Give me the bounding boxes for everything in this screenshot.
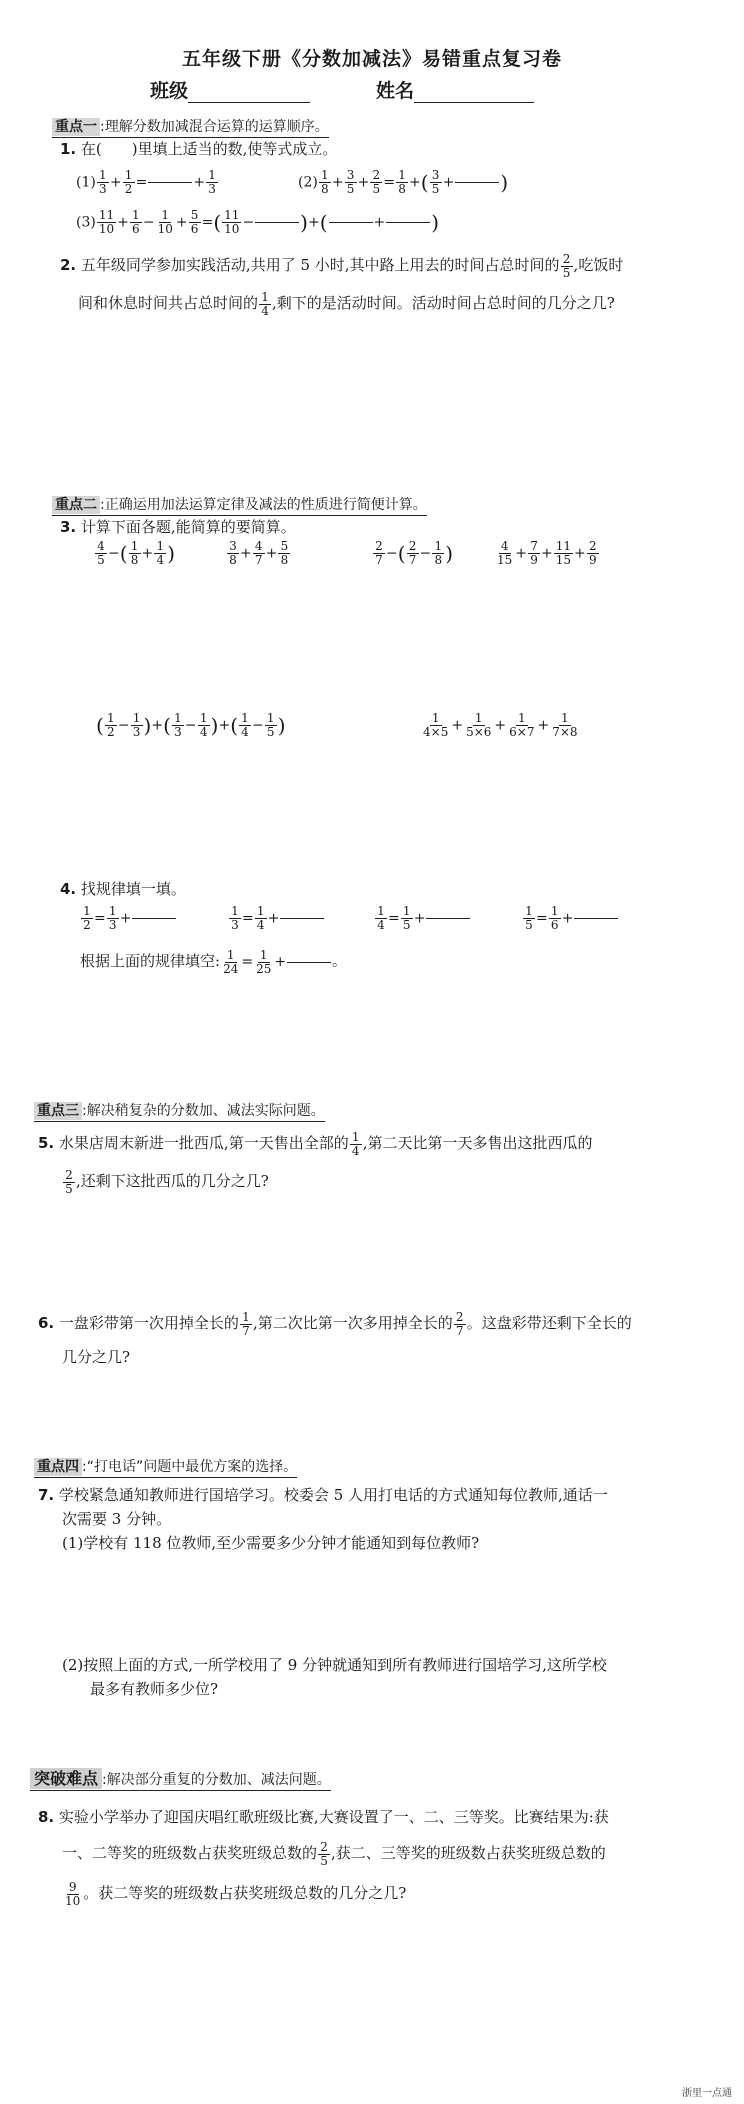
question-8-line-1 bbox=[38, 1800, 609, 1835]
question-3-number: 3. bbox=[60, 518, 77, 536]
question-1 bbox=[60, 132, 337, 167]
question-4 bbox=[60, 872, 186, 907]
question-6-line-1: 6. 一盘彩带第一次用掉全长的 $\frac{1}{7}$ ,第二次比第一次多用掉全长的 $\frac{2}{7}$ 。这盘彩带还剩下全长的 bbox=[38, 1309, 632, 1338]
question-2-text-a: 五年级同学参加实践活动,共用了 5 小时,其中路上用去的时间占总时间的 bbox=[80, 256, 560, 274]
section-4-tag: 重点四 bbox=[34, 1458, 82, 1476]
question-1-item-3: (3) $\frac{11}{10}$ + $\frac{1}{6}$ − $\frac{1}{10}$ + $\frac{5}{6}$ =( $\frac{11}{10}$ − )+( + ) bbox=[76, 208, 440, 236]
question-5-text-b: ,第二天比第一天多售出这批西瓜的 bbox=[362, 1134, 593, 1152]
question-8-text-a: 实验小学举办了迎国庆唱红歌班级比赛,大赛设置了一、二、三等奖。比赛结果为:获 bbox=[58, 1808, 609, 1826]
question-7-number: 7. bbox=[38, 1486, 55, 1504]
section-3-heading bbox=[34, 1100, 325, 1122]
section-2-text: :正确运用加法运算定律及减法的性质进行简便计算。 bbox=[100, 497, 427, 513]
question-5-line-1: 5. 水果店周末新进一批西瓜,第一天售出全部的 $\frac{1}{4}$ ,第二天比第一天多售出这批西瓜的 bbox=[38, 1129, 593, 1158]
question-4-pattern-1: $\frac{1}{2}$ = $\frac{1}{3}$ + bbox=[80, 904, 177, 933]
question-3-text: 计算下面各题,能简算的要简算。 bbox=[80, 518, 296, 536]
question-7-sub-1: (1)学校有 118 位教师,至少需要多少分钟才能通知到每位教师? bbox=[62, 1534, 480, 1552]
question-3-expr-5: ( $\frac{1}{2}$ − $\frac{1}{3}$ )+( $\frac{1}{3}$ − $\frac{1}{4}$ )+( $\frac{1}{4}$ − $\frac{1}{5}$ ) bbox=[96, 711, 286, 739]
question-2-line-2: 间和休息时间共占总时间的 $\frac{1}{4}$ ,剩下的是活动时间。活动时间占总时间的几分之几? bbox=[78, 289, 615, 318]
name-label: 姓名 bbox=[376, 80, 415, 102]
question-7-line-2: 次需要 3 分钟。 bbox=[62, 1510, 172, 1528]
question-3-expr-3: $\frac{2}{7}$ −( $\frac{2}{7}$ − $\frac{1}{8}$ ) bbox=[372, 540, 453, 567]
question-2-text-d: ,剩下的是活动时间。活动时间占总时间的几分之几? bbox=[272, 294, 615, 312]
question-8-line-2: 一、二等奖的班级数占获奖班级总数的 $\frac{2}{5}$ ,获二、三等奖的班级数占获奖班级总数的 bbox=[62, 1839, 606, 1868]
question-8-text-d: 。获二等奖的班级数占获奖班级总数的几分之几? bbox=[83, 1884, 407, 1902]
question-1-item-2: (2) $\frac{1}{8}$ + $\frac{3}{5}$ + $\frac{2}{5}$ = $\frac{1}{8}$ +( $\frac{3}{5}$ + ) bbox=[298, 168, 509, 196]
question-5-text-a: 水果店周末新进一批西瓜,第一天售出全部的 bbox=[58, 1134, 349, 1152]
section-4-text: :“打电话”问题中最优方案的选择。 bbox=[82, 1459, 298, 1475]
question-3-expr-6: $\frac{1}{4\times 5}$ + $\frac{1}{5\times 6}$ + $\frac{1}{6\times 7}$ + $\frac{1}{7\times 8}$ bbox=[423, 711, 578, 739]
section-4-heading bbox=[34, 1456, 297, 1478]
name-field bbox=[376, 76, 534, 103]
section-5-tag: 突破难点 bbox=[30, 1768, 102, 1789]
question-1-item-1: (1) $\frac{1}{3}$ + $\frac{1}{2}$ = + $\frac{1}{3}$ bbox=[76, 168, 219, 197]
question-6-text-a: 一盘彩带第一次用掉全长的 bbox=[58, 1314, 239, 1332]
question-2-text-b: ,吃饭时 bbox=[573, 256, 624, 274]
question-6-text-c: 。这盘彩带还剩下全长的 bbox=[466, 1314, 632, 1332]
footer-brand: 浙里一点通 bbox=[682, 2088, 732, 2099]
section-3-tag: 重点三 bbox=[34, 1102, 82, 1120]
question-7-text-a: 学校紧急通知教师进行国培学习。校委会 5 人用打电话的方式通知每位教师,通话一 bbox=[58, 1486, 608, 1504]
question-8-text-c: ,获二、三等奖的班级数占获奖班级总数的 bbox=[331, 1844, 606, 1862]
question-4-rule-text: 根据上面的规律填空: bbox=[80, 952, 221, 970]
question-6-number: 6. bbox=[38, 1314, 55, 1332]
question-5-number: 5. bbox=[38, 1134, 55, 1152]
question-3-expr-1: $\frac{4}{5}$ −( $\frac{1}{8}$ + $\frac{1}{4}$ ) bbox=[94, 540, 175, 567]
question-5-line-2: $\frac{2}{5}$ ,还剩下这批西瓜的几分之几? bbox=[62, 1164, 269, 1199]
question-3-expr-2: $\frac{3}{8}$ + $\frac{4}{7}$ + $\frac{5}{8}$ bbox=[226, 540, 291, 567]
question-5-text-c: ,还剩下这批西瓜的几分之几? bbox=[76, 1172, 269, 1190]
class-label: 班级 bbox=[150, 80, 189, 102]
question-1-text: 在( )里填上适当的数,使等式成立。 bbox=[80, 140, 338, 158]
page-title: 五年级下册《分数加减法》易错重点复习卷 bbox=[181, 48, 562, 70]
question-4-pattern-4: $\frac{1}{5}$ = $\frac{1}{6}$ + bbox=[522, 904, 619, 933]
question-6-text-b: ,第二次比第一次多用掉全长的 bbox=[252, 1314, 453, 1332]
question-4-pattern-2: $\frac{1}{3}$ = $\frac{1}{4}$ + bbox=[228, 904, 325, 933]
question-4-number: 4. bbox=[60, 880, 77, 898]
question-2-line-1: 2. 五年级同学参加实践活动,共用了 5 小时,其中路上用去的时间占总时间的 $\frac{2}{5}$ ,吃饭时 bbox=[60, 251, 624, 280]
question-7-sub-2-line-1: (2)按照上面的方式,一所学校用了 9 分钟就通知到所有教师进行国培学习,这所学校 bbox=[62, 1656, 607, 1674]
section-3-text: :解决稍复杂的分数加、减法实际问题。 bbox=[82, 1103, 325, 1119]
question-7-sub-2-line-2: 最多有教师多少位? bbox=[90, 1680, 219, 1698]
section-1-text: :理解分数加减混合运算的运算顺序。 bbox=[100, 119, 329, 135]
section-5-text: :解决部分重复的分数加、减法问题。 bbox=[102, 1772, 331, 1788]
question-2-number: 2. bbox=[60, 256, 77, 274]
section-2-tag: 重点二 bbox=[52, 496, 100, 514]
section-5-heading bbox=[30, 1766, 331, 1791]
question-1-number: 1. bbox=[60, 140, 77, 158]
question-8-text-b: 一、二等奖的班级数占获奖班级总数的 bbox=[62, 1844, 318, 1862]
question-8-line-3: $\frac{9}{10}$ 。获二等奖的班级数占获奖班级总数的几分之几? bbox=[65, 1879, 407, 1908]
question-4-text: 找规律填一填。 bbox=[80, 880, 186, 898]
question-6-line-2: 几分之几? bbox=[62, 1348, 131, 1366]
question-4-rule: 根据上面的规律填空: $\frac{1}{24}$ = $\frac{1}{25}$ + 。 bbox=[80, 947, 347, 976]
question-4-pattern-3: $\frac{1}{4}$ = $\frac{1}{5}$ + bbox=[374, 904, 471, 933]
question-8-number: 8. bbox=[38, 1808, 55, 1826]
class-field bbox=[150, 76, 310, 103]
section-1-tag: 重点一 bbox=[52, 118, 100, 136]
question-2-text-c: 间和休息时间共占总时间的 bbox=[78, 294, 259, 312]
question-3-expr-4: $\frac{4}{15}$ + $\frac{7}{9}$ + $\frac{11}{15}$ + $\frac{2}{9}$ bbox=[494, 540, 600, 567]
